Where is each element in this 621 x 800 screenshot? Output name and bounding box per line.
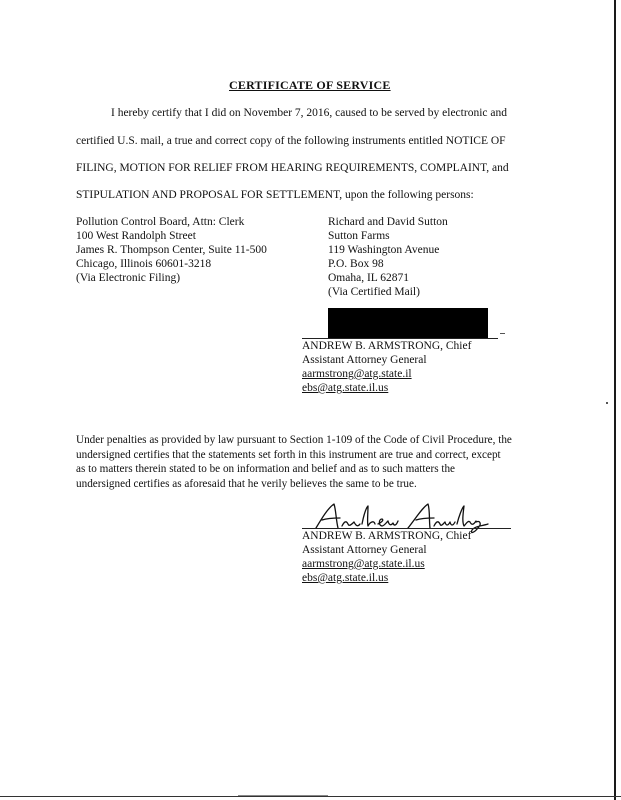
- recipient-address-right: [328, 215, 448, 299]
- address-line: Chicago, Illinois 60601-3218: [76, 258, 212, 270]
- certification-line: I hereby certify that I did on November 7, 2016, caused to be served by electronic and: [111, 107, 507, 119]
- signature-block-1: [302, 339, 471, 395]
- recipient-address-left: [76, 215, 267, 285]
- scan-speck: [500, 333, 505, 334]
- penalty-line: Under penalties as provided by law pursuant to Section 1-109 of the Code of Civil Procedure, the: [76, 434, 512, 446]
- address-line: Pollution Control Board, Attn: Clerk: [76, 216, 245, 228]
- scan-speck: [606, 402, 608, 404]
- certification-line: STIPULATION AND PROPOSAL FOR SETTLEMENT, upon the following persons:: [76, 189, 474, 201]
- page-edge-bottom: [0, 796, 621, 797]
- signer-name: ANDREW B. ARMSTRONG, Chief: [302, 340, 472, 352]
- penalty-line: as to matters therein stated to be on information and belief and as to such matters the: [76, 463, 456, 475]
- signature-block-2: [302, 529, 471, 585]
- address-line: 119 Washington Avenue: [328, 244, 440, 256]
- signer-email-link[interactable]: aarmstrong@atg.state.il: [302, 368, 412, 380]
- redacted-signature: [328, 308, 488, 338]
- address-line: Richard and David Sutton: [328, 216, 448, 228]
- address-line: 100 West Randolph Street: [76, 230, 196, 242]
- page-edge-right: [614, 0, 616, 800]
- signer-email-link[interactable]: ebs@atg.state.il.us: [302, 382, 389, 394]
- signer-email-link[interactable]: aarmstrong@atg.state.il.us: [302, 558, 425, 570]
- address-line: Omaha, IL 62871: [328, 272, 410, 284]
- scan-speck: [238, 795, 328, 796]
- address-line: P.O. Box 98: [328, 258, 384, 270]
- signer-position: Assistant Attorney General: [302, 544, 427, 556]
- certification-line: certified U.S. mail, a true and correct copy of the following instruments entitled NOTICE OF: [76, 135, 506, 147]
- penalty-line: undersigned certifies as aforesaid that he verily believes the same to be true.: [76, 477, 417, 490]
- penalty-statement: [76, 433, 552, 491]
- certification-line: FILING, MOTION FOR RELIEF FROM HEARING REQUIREMENTS, COMPLAINT, and: [76, 162, 509, 174]
- address-line: (Via Certified Mail): [328, 286, 420, 298]
- signer-name: ANDREW B. ARMSTRONG, Chief: [302, 530, 472, 542]
- address-line: James R. Thompson Center, Suite 11-500: [76, 244, 267, 256]
- address-line: (Via Electronic Filing): [76, 272, 181, 284]
- signer-position: Assistant Attorney General: [302, 354, 427, 366]
- penalty-line: undersigned certifies that the statements set forth in this instrument are true and correct, except: [76, 448, 501, 461]
- address-line: Sutton Farms: [328, 230, 390, 242]
- document-title: CERTIFICATE OF SERVICE: [229, 78, 391, 92]
- signer-email-link[interactable]: ebs@atg.state.il.us: [302, 572, 389, 584]
